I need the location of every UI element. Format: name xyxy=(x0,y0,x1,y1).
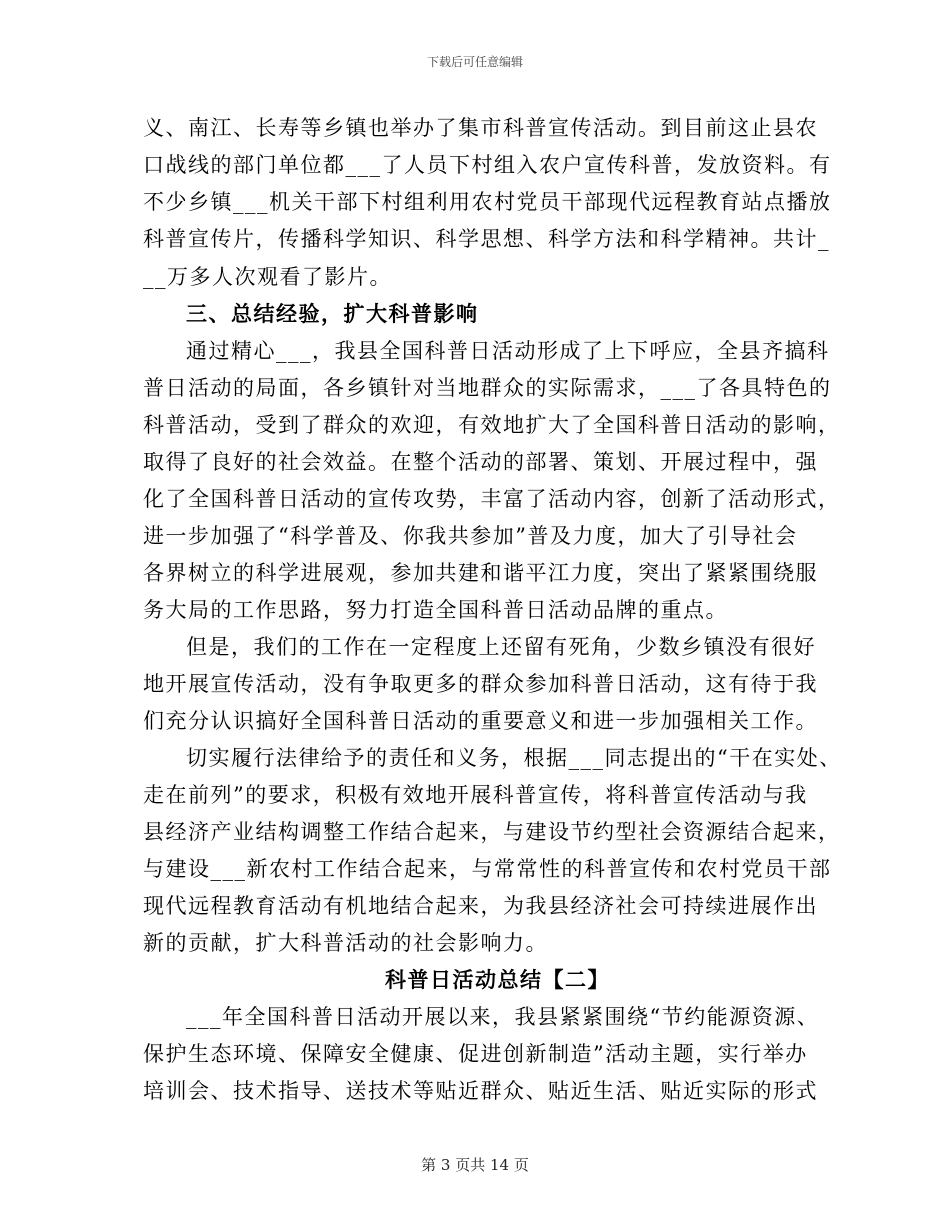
page-footer: 第 3 页共 14 页 xyxy=(421,1156,529,1174)
text-line: __万多人次观看了影片。 xyxy=(143,265,392,289)
text-line: 们充分认识搞好全国科普日活动的重要意义和进一步加强相关工作。 xyxy=(143,709,818,733)
text-line: 普日活动的局面，各乡镇针对当地群众的实际需求，___了各具特色的 xyxy=(143,376,832,400)
text-line: 走在前列”的要求，积极有效地开展科普宣传，将科普宣传活动与我 xyxy=(143,783,808,807)
text-line: 通过精心___，我县全国科普日活动形成了上下呼应，全县齐搞科 xyxy=(186,339,830,363)
text-line: 进一步加强了“科学普及、你我共参加”普及力度，加大了引导社会 xyxy=(143,524,798,548)
text-line: 取得了良好的社会效益。在整个活动的部署、策划、开展过程中，强 xyxy=(143,450,818,474)
text-line: 各界树立的科学进展观，参加共建和谐平江力度，突出了紧紧围绕服 xyxy=(143,561,818,585)
text-line: 但是，我们的工作在一定程度上还留有死角，少数乡镇没有很好 xyxy=(186,635,816,659)
text-line: 义、南江、长寿等乡镇也举办了集市科普宣传活动。到目前这止县农 xyxy=(143,116,818,140)
section-heading: 三、总结经验，扩大科普影响 xyxy=(186,301,479,326)
text-line: 务大局的工作思路，努力打造全国科普日活动品牌的重点。 xyxy=(143,598,728,622)
text-line: 科普宣传片，传播科学知识、科学思想、科学方法和科学精神。共计_ xyxy=(143,227,830,251)
section-title: 科普日活动总结【二】 xyxy=(385,967,610,992)
text-line: 切实履行法律给予的责任和义务，根据___同志提出的“干在实处、 xyxy=(186,746,842,770)
text-line: 现代远程教育活动有机地结合起来，为我县经济社会可持续进展作出 xyxy=(143,894,818,918)
text-line: 化了全国科普日活动的宣传攻势，丰富了活动内容，创新了活动形式， xyxy=(143,487,841,511)
text-line: 科普活动，受到了群众的欢迎，有效地扩大了全国科普日活动的影响， xyxy=(143,413,841,437)
text-line: 新的贡献，扩大科普活动的社会影响力。 xyxy=(143,931,548,955)
text-line: 培训会、技术指导、送技术等贴近群众、贴近生活、贴近实际的形式 xyxy=(143,1079,818,1103)
text-line: 不少乡镇___机关干部下村组利用农村党员干部现代远程教育站点播放 xyxy=(143,190,832,214)
text-line: 口战线的部门单位都___了人员下村组入农户宣传科普，发放资料。有 xyxy=(143,153,832,177)
text-line: 保护生态环境、保障安全健康、促进创新制造”活动主题，实行举办 xyxy=(143,1042,808,1066)
text-line: 县经济产业结构调整工作结合起来，与建设节约型社会资源结合起来， xyxy=(143,820,841,844)
text-line: 与建设___新农村工作结合起来，与常常性的科普宣传和农村党员干部 xyxy=(143,857,832,881)
text-line: 地开展宣传活动，没有争取更多的群众参加科普日活动，这有待于我 xyxy=(143,672,818,696)
text-line: ___年全国科普日活动开展以来，我县紧紧围绕“节约能源资源、 xyxy=(186,1005,820,1029)
page-header: 下载后可任意编辑 xyxy=(426,55,523,69)
